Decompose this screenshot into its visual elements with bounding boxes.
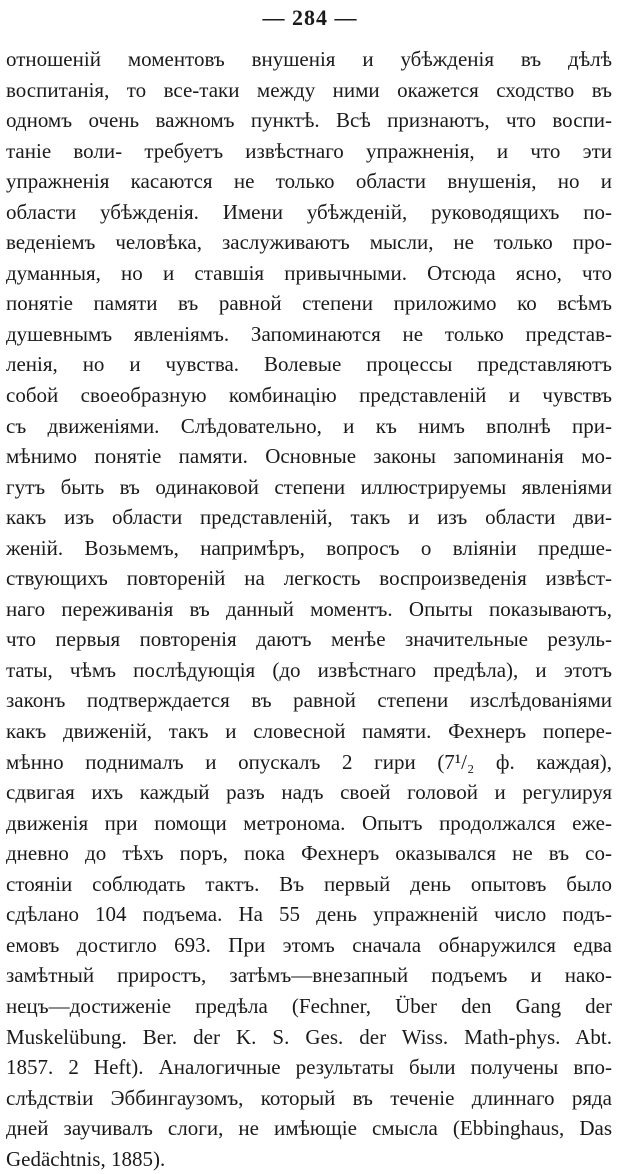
text-line: стоянiи соблюдать тактъ. Въ первый день опытовъ было [6, 871, 612, 896]
text-line: дневно до тѣхъ поръ, пока Фехнеръ оказывался не въ со- [6, 841, 612, 866]
text-line: что первыя повторенiя даютъ менѣе значительные резуль- [6, 627, 612, 652]
text-line: веденiемъ человѣка, заслуживаютъ мысли, не только про- [6, 230, 612, 255]
text-line: одномъ очень важномъ пунктѣ. Всѣ признаютъ, что воспи- [6, 108, 612, 133]
text-line: гутъ быть въ одинаковой степени иллюстрируемы явленiями [6, 474, 612, 499]
text-line: какъ изъ области представленiй, такъ и изъ области дви- [6, 505, 612, 530]
text-line: движенiя при помощи метронома. Опытъ продолжался еже- [6, 810, 612, 835]
text-line: емовъ достигло 693. При этомъ сначала обнаружился едва [6, 932, 612, 957]
text-line: ствующихъ повторенiй на легкость воспроизведенiя извѣст- [6, 566, 612, 591]
body-text [6, 44, 612, 1174]
page-number: — 284 — [262, 5, 358, 30]
text-line: Gedächtnis, 1885). [6, 1146, 166, 1171]
text-line: замѣтный приростъ, затѣмъ—внезапный подъемъ и нако- [6, 963, 612, 988]
text-line: ленiя, но и чувства. Волевые процессы представляютъ [6, 352, 612, 377]
text-line: области убѣжденiя. Имени убѣжденiй, руководящихъ по- [6, 199, 612, 224]
text-line: законъ подтверждается въ равной степени изслѣдованiями [6, 688, 612, 713]
text-line: слѣдствiи Эббингаузомъ, который въ теченiе длиннаго ряда [6, 1085, 612, 1110]
text-line: дней заучивалъ слоги, не имѣющiе смысла (Ebbinghaus, Das [6, 1116, 612, 1141]
text-line: думанныя, но и ставшiя привычными. Отсюда ясно, что [6, 260, 612, 285]
text-line: какъ движенiй, такъ и словесной памяти. Фехнеръ попере- [6, 719, 612, 744]
text-line: мѣнимо понятiе памяти. Основные законы запоминанiя мо- [6, 444, 612, 469]
text-line: таты, чѣмъ послѣдующiя (до извѣстнаго предѣла), и этотъ [6, 657, 612, 682]
text-line: собой своеобразную комбинацiю представленiй и чувствъ [6, 383, 612, 408]
text-line: душевнымъ явленiямъ. Запоминаются не только представ- [6, 321, 612, 346]
text-line: понятiе памяти въ равной степени приложимо ко всѣмъ [6, 291, 612, 316]
text-line: женiй. Возьмемъ, напримѣръ, вопросъ о влiянiи предше- [6, 535, 612, 560]
text-line: сдвигая ихъ каждый разъ надъ своей головой и регулируя [6, 780, 612, 805]
text-line: отношенiй моментовъ внушенiя и убѣжденiя въ дѣлѣ [6, 47, 612, 71]
text-line: Muskelübung. Ber. der K. S. Ges. der Wiss. Math-phys. Abt. [6, 1024, 612, 1049]
text-line: съ движенiями. Слѣдовательно, и къ нимъ вполнѣ при- [6, 413, 612, 438]
text-line: воспитанiя, то все-таки между ними окажется сходство въ [6, 77, 612, 102]
text-line: сдѣлано 104 подъема. На 55 день упражненiй число подъ- [6, 902, 612, 927]
text-line: упражненiя касаются не только области внушенiя, но и [6, 169, 612, 194]
text-line: 1857. 2 Heft). Аналогичные результаты были получены впо- [6, 1055, 612, 1080]
text-line: наго переживанiя въ данный моментъ. Опыты показываютъ, [6, 596, 612, 621]
text-line: нецъ—достиженiе предѣла (Fechner, Über den Gang der [6, 993, 612, 1018]
text-line: мѣнно поднималъ и опускалъ 2 гири (7¹/₂ ф. каждая), [6, 749, 612, 774]
text-line: танiе воли- требуетъ извѣстнаго упражненiя, и что эти [6, 138, 612, 163]
